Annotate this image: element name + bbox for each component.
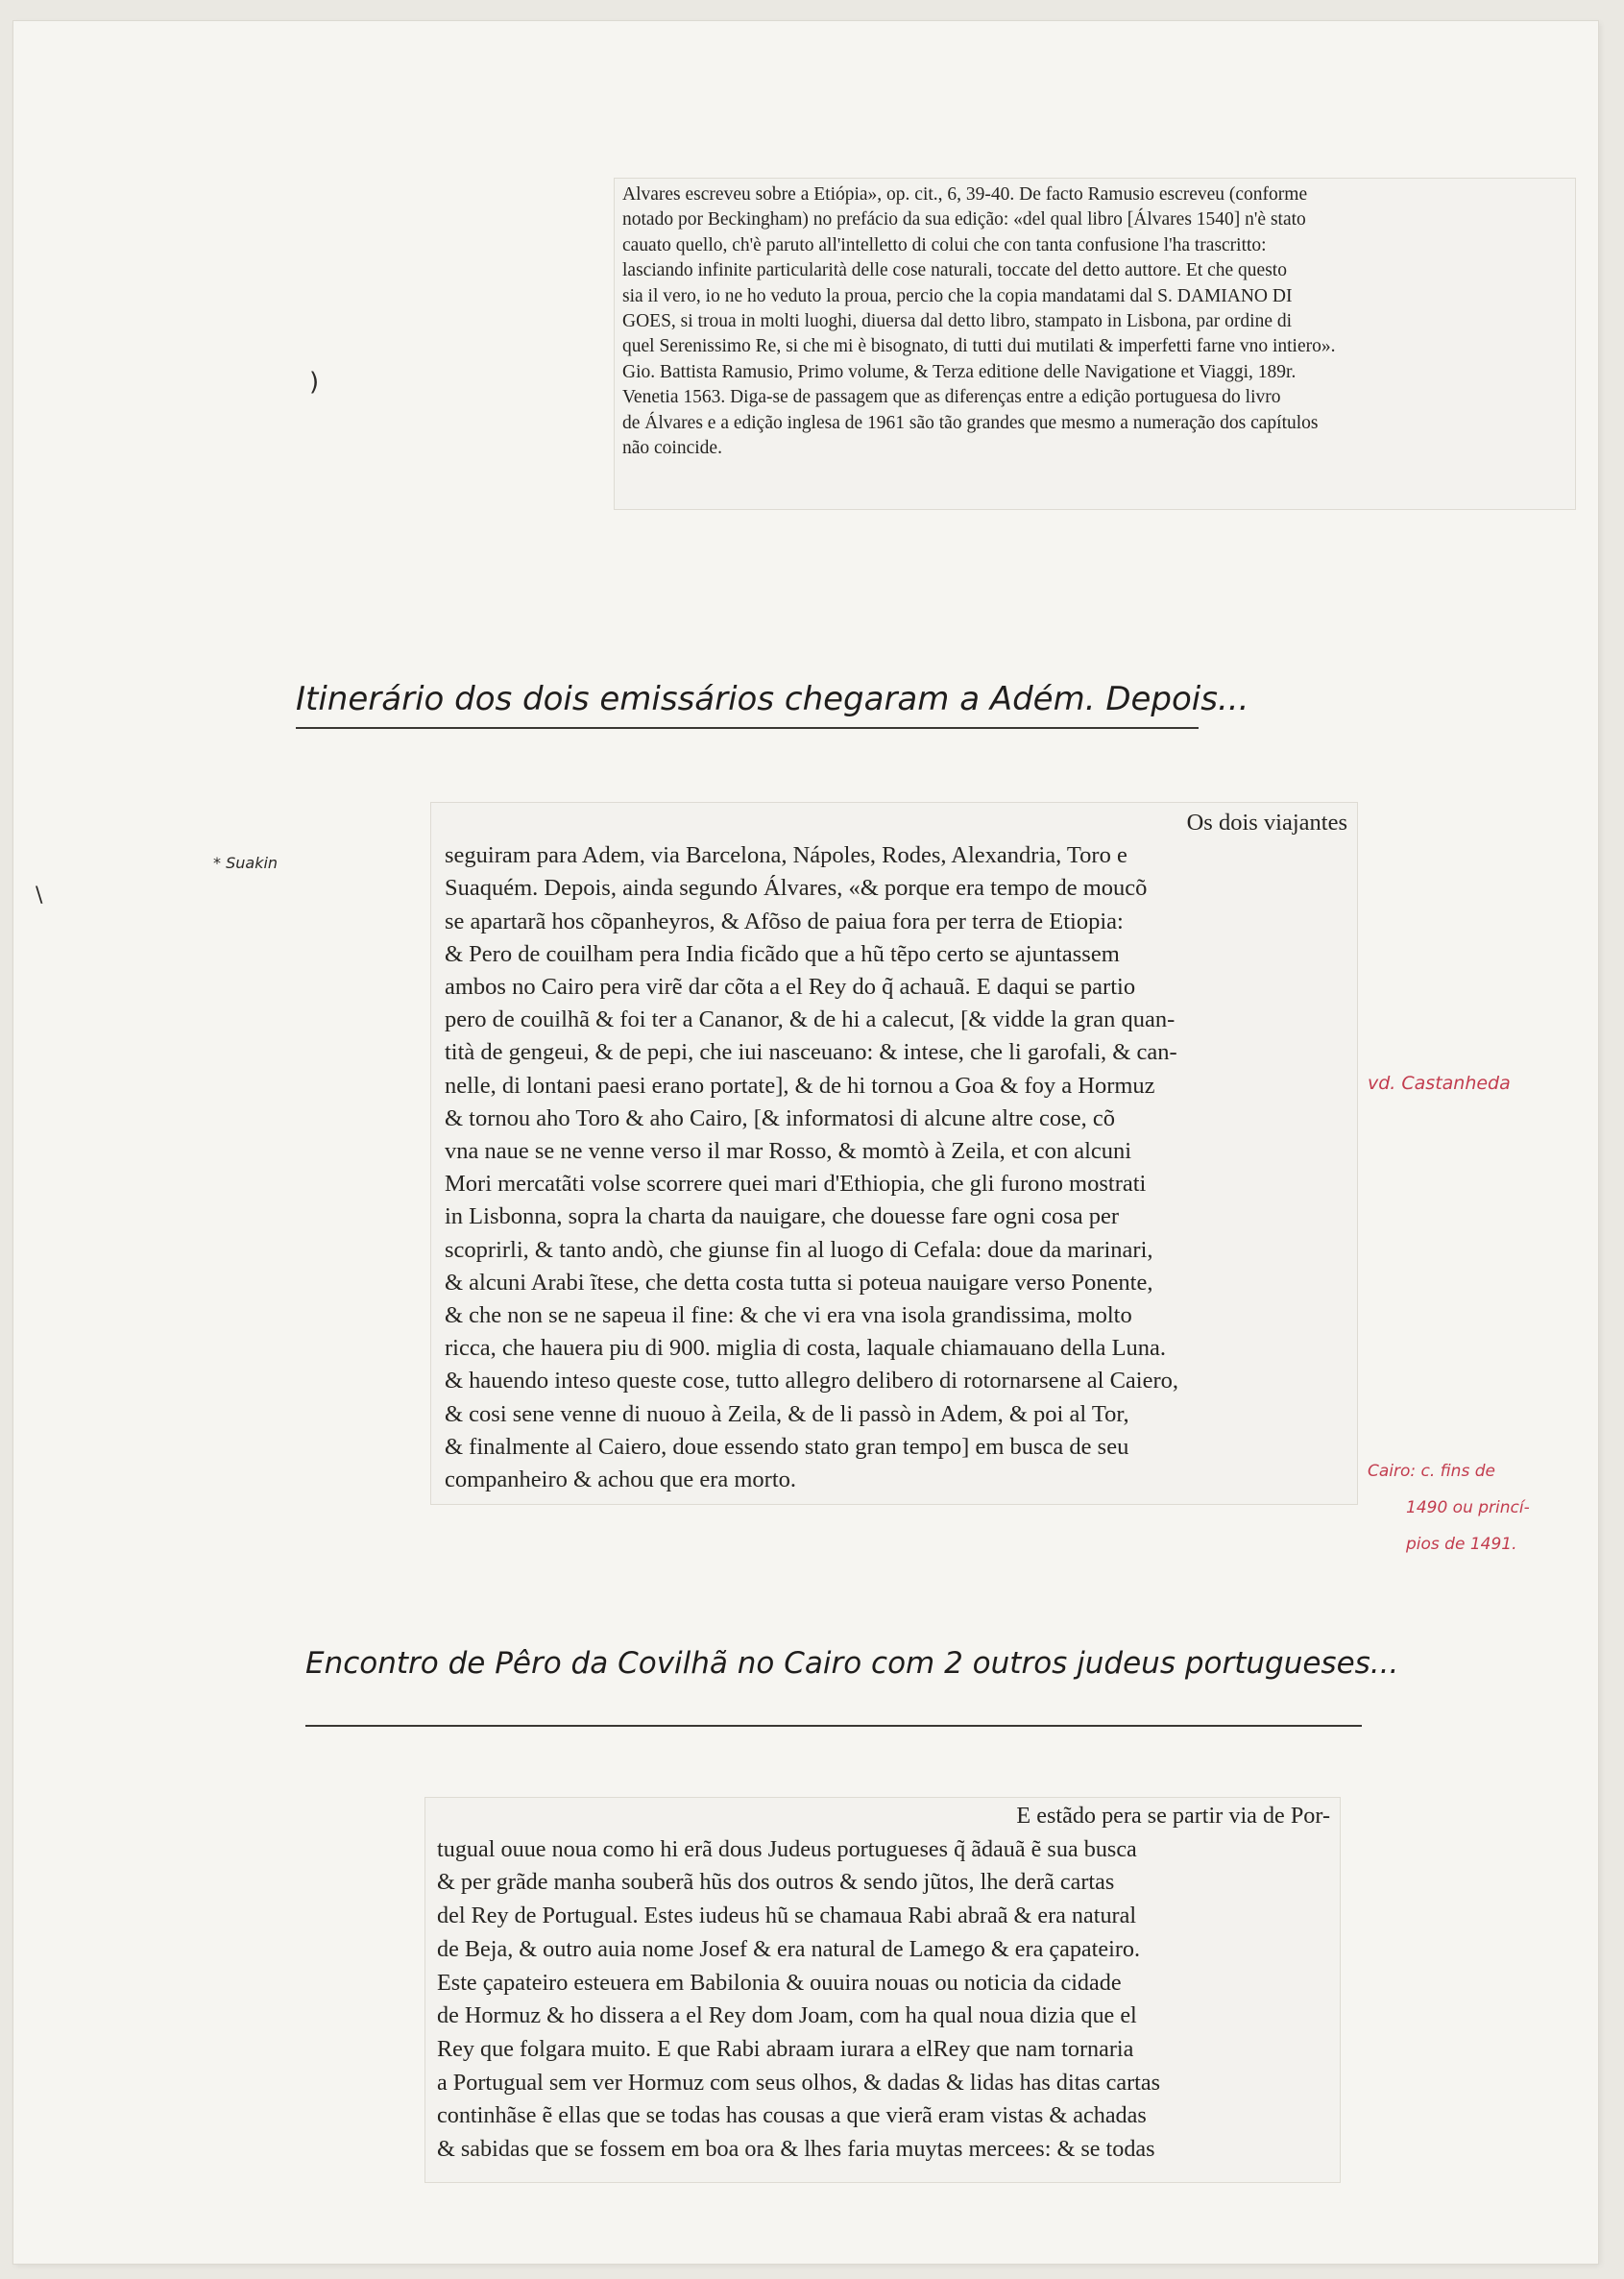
text-line: del Rey de Portugual. Estes iudeus hũ se chamaua Rabi abraã & era natural (437, 1903, 1137, 1929)
text-line: companheiro & achou que era morto. (445, 1467, 797, 1493)
text-line: ricca, che hauera piu di 900. miglia di costa, laquale chiamauano della Luna. (445, 1335, 1167, 1362)
margin-note-line: pios de 1491. (1406, 1535, 1517, 1554)
text-line: Alvares escreveu sobre a Etiópia», op. cit., 6, 39-40. De facto Ramusio escreveu (conforme (622, 184, 1308, 205)
meeting-clipping (425, 1798, 1340, 2182)
lead-line: E estãdo pera se partir via de Por- (1016, 1803, 1330, 1829)
text-line: scoprirli, & tanto andò, che giunse fin al luogo di Cefala: doue da marinari, (445, 1236, 1153, 1263)
footnote-clipping (615, 179, 1575, 509)
text-line: & Pero de couilham pera India ficãdo que a hũ tẽpo certo se ajuntassem (445, 940, 1120, 967)
text-line: GOES, si troua in molti luoghi, diuersa dal detto libro, stampato in Lisbona, par ordine di (622, 311, 1293, 332)
text-line: Mori mercatãti volse scorrere quei mari d'Ethiopia, che gli furono mostrati (445, 1171, 1147, 1198)
text-line: ambos no Cairo pera virẽ dar cõta a el Rey do q̃ achauã. E daqui se partio (445, 974, 1136, 1001)
text-line: de Álvares e a edição inglesa de 1961 são tão grandes que mesmo a numeração dos capítulos (622, 412, 1319, 433)
itinerary-clipping (431, 803, 1357, 1504)
text-line: & finalmente al Caiero, doue essendo stato gran tempo] em busca de seu (445, 1433, 1129, 1460)
handwritten-heading-itinerary: Itinerário dos dois emissários chegaram a Adém. Depois... (296, 680, 1249, 718)
text-line: Venetia 1563. Diga-se de passagem que as diferenças entre a edição portuguesa do livro (622, 387, 1281, 408)
margin-note-line: Cairo: c. fins de (1368, 1462, 1495, 1481)
heading-underline (305, 1725, 1362, 1727)
text-line: tugual ouue noua como hi erã dous Judeus portugueses q̃ ãdauã ẽ sua busca (437, 1835, 1137, 1862)
text-line: de Beja, & outro auia nome Josef & era natural de Lamego & era çapateiro. (437, 1935, 1141, 1962)
text-line: pero de couilhã & foi ter a Cananor, & de hi a calecut, [& vidde la gran quan- (445, 1006, 1176, 1033)
text-line: sia il vero, io ne ho veduto la proua, percio che la copia mandatami dal S. DAMIANO DI (622, 285, 1293, 306)
text-line: se apartarã hos cõpanheyros, & Afõso de paiua fora per terra de Etiopia: (445, 908, 1124, 934)
text-line: a Portugual sem ver Hormuz com seus olhos, & dadas & lidas has ditas cartas (437, 2069, 1161, 2096)
text-line: & sabidas que se fossem em boa ora & lhes faria muytas mercees: & se todas (437, 2136, 1155, 2163)
text-line: in Lisbonna, sopra la charta da nauigare, che douesse fare ogni cosa per (445, 1203, 1120, 1230)
text-line: seguiram para Adem, via Barcelona, Nápoles, Rodes, Alexandria, Toro e (445, 842, 1127, 869)
text-line: & per grãde manha souberã hũs dos outros & sendo jũtos, lhe derã cartas (437, 1869, 1115, 1896)
text-line: continhãse ẽ ellas que se todas has cousas a que vierã eram vistas & achadas (437, 2102, 1147, 2129)
margin-note-line: 1490 ou princí- (1406, 1498, 1530, 1517)
margin-note-suakin: * Suakin (213, 854, 279, 872)
text-line: Este çapateiro esteuera em Babilonia & ouuira nouas ou noticia da cidade (437, 1969, 1122, 1996)
text-line: Rey que folgara muito. E que Rabi abraam iurara a elRey que nam tornaria (437, 2035, 1134, 2062)
text-line: não coincide. (622, 438, 722, 459)
text-line: notado por Beckingham) no prefácio da sua edição: «del qual libro [Álvares 1540] n'è stato (622, 209, 1306, 230)
heading-underline (296, 727, 1199, 729)
text-line: & cosi sene venne di nuouo à Zeila, & de li passò in Adem, & poi al Tor, (445, 1400, 1129, 1427)
text-line: cauato quello, ch'è paruto all'intelletto di colui che con tanta confusione l'ha trascritto: (622, 234, 1267, 255)
text-line: & che non se ne sapeua il fine: & che vi era vna isola grandissima, molto (445, 1302, 1132, 1329)
lead-line: Os dois viajantes (1186, 810, 1347, 836)
margin-note-cairo-date (1368, 1453, 1530, 1563)
pen-mark: \ (36, 884, 43, 908)
text-line: Gio. Battista Ramusio, Primo volume, & Terza editione delle Navigatione et Viaggi, 189r. (622, 361, 1297, 382)
text-line: tità de gengeui, & de pepi, che iui nasceuano: & intese, che li garofali, & can- (445, 1039, 1177, 1066)
margin-note-castanheda: vd. Castanheda (1368, 1073, 1511, 1094)
text-line: quel Serenissimo Re, si che mi è bisognato, di tutti dui mutilati & imperfetti farne vno intiero». (622, 336, 1336, 357)
text-line: & hauendo inteso queste cose, tutto allegro delibero di rotornarsene al Caiero, (445, 1368, 1179, 1394)
text-line: & tornou aho Toro & aho Cairo, [& informatosi di alcune altre cose, cõ (445, 1104, 1115, 1131)
text-line: vna naue se ne venne verso il mar Rosso, & momtò à Zeila, et con alcuni (445, 1138, 1132, 1165)
text-line: Suaquém. Depois, ainda segundo Álvares, «& porque era tempo de moucõ (445, 875, 1148, 902)
handwritten-heading-meeting: Encontro de Pêro da Covilhã no Cairo com 2 outros judeus portugueses... (305, 1646, 1399, 1681)
text-line: & alcuni Arabi ĩtese, che detta costa tutta si poteua nauigare verso Ponente, (445, 1269, 1153, 1296)
pen-mark: ) (309, 368, 320, 397)
text-line: lasciando infinite particularità delle cose naturali, toccate del detto auttore. Et che questo (622, 260, 1287, 281)
text-line: de Hormuz & ho dissera a el Rey dom Joam, com ha qual noua dizia que el (437, 2002, 1137, 2029)
text-line: nelle, di lontani paesi erano portate], & de hi tornou a Goa & foy a Hormuz (445, 1072, 1155, 1099)
